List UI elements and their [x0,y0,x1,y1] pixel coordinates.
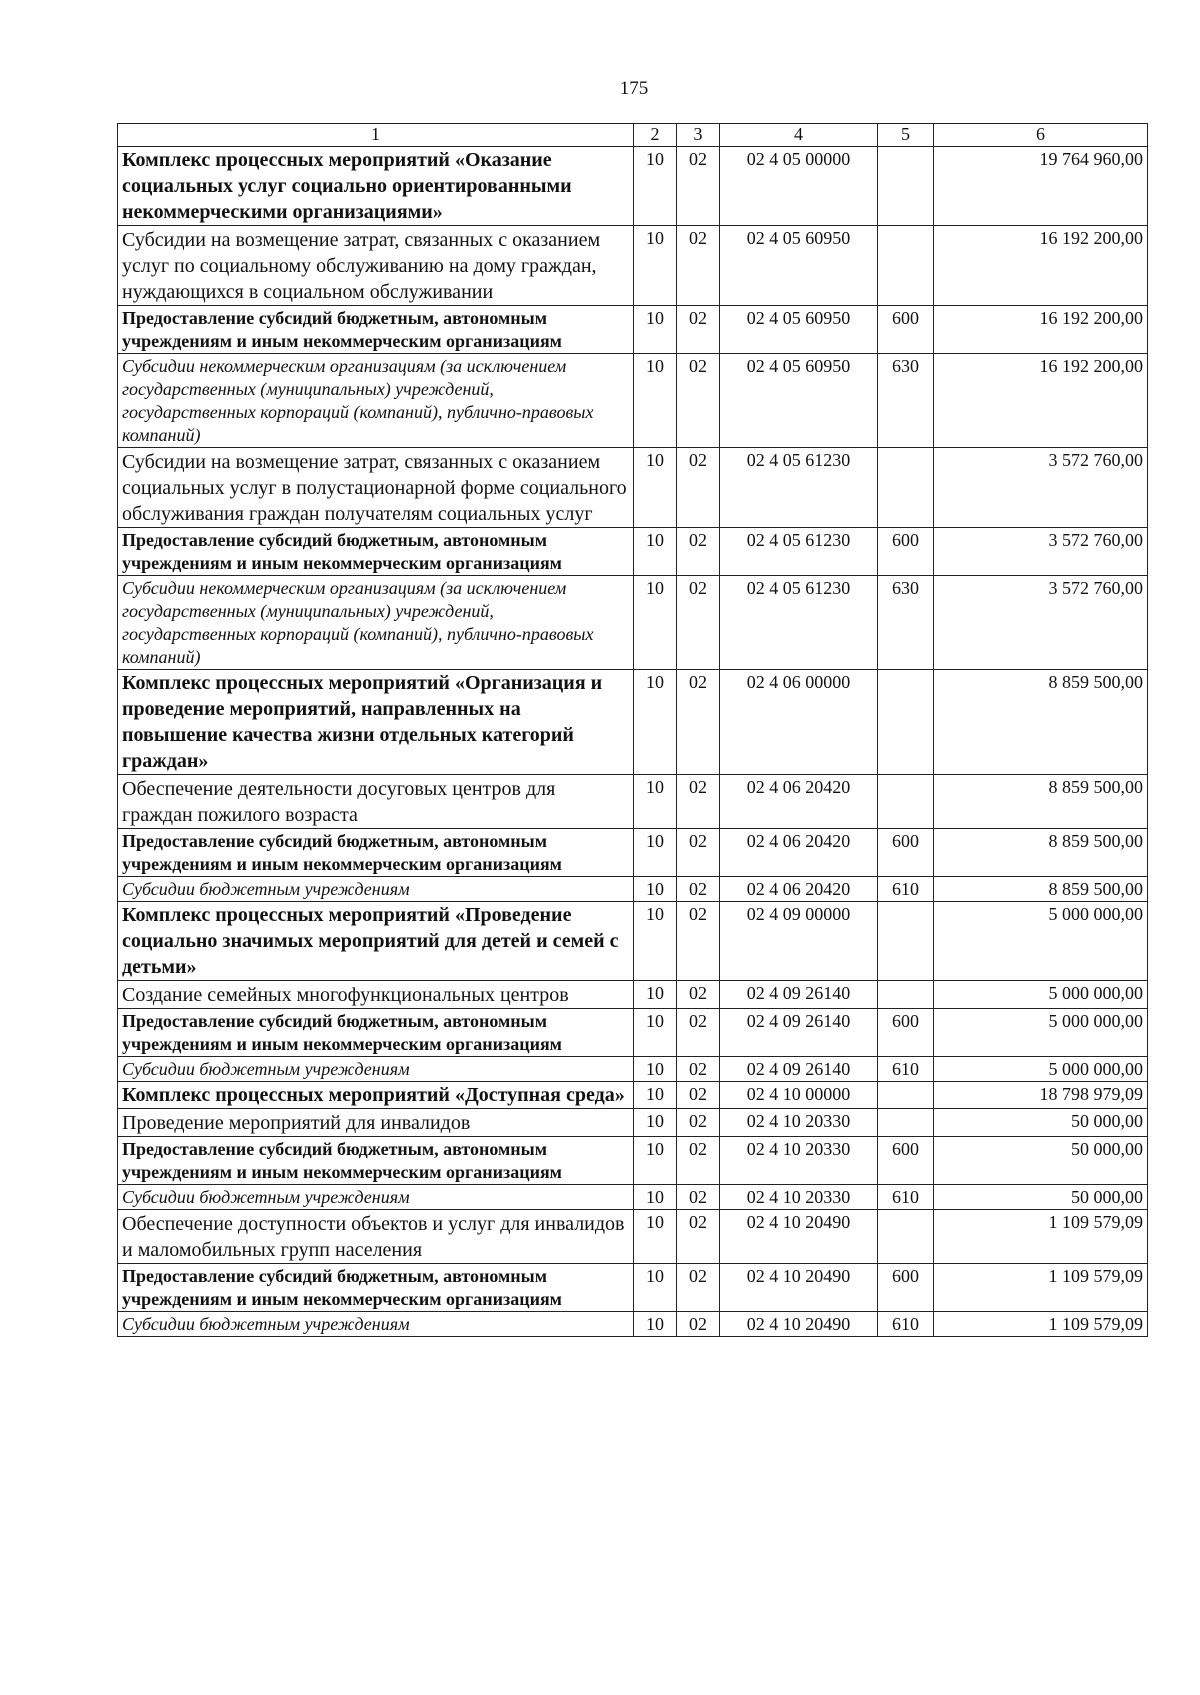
table-row [118,1312,1148,1337]
section-code: 10 [634,306,677,354]
expense-type-code: 630 [878,576,934,670]
subsection-code: 02 [677,306,720,354]
subsection-code: 02 [677,877,720,902]
subsection-code: 02 [677,1210,720,1264]
column-header: 6 [934,124,1148,147]
target-article-code: 02 4 05 60950 [720,226,878,306]
subsection-code: 02 [677,226,720,306]
expense-type-code [878,448,934,528]
row-name: Предоставление субсидий бюджетным, автономным учреждениям и иным некоммерческим организациям [118,1264,634,1312]
amount: 50 000,00 [934,1137,1148,1185]
subsection-code: 02 [677,670,720,775]
target-article-code: 02 4 10 20490 [720,1312,878,1337]
table-row [118,1082,1148,1109]
section-code: 10 [634,1009,677,1057]
amount: 5 000 000,00 [934,1009,1148,1057]
subsection-code: 02 [677,1057,720,1082]
section-code: 10 [634,354,677,448]
subsection-code: 02 [677,1137,720,1185]
row-name: Субсидии на возмещение затрат, связанных с оказанием социальных услуг в полустационарной форме социального обслуживания граждан получателям социальных услуг [118,448,634,528]
section-code: 10 [634,1082,677,1109]
target-article-code: 02 4 09 26140 [720,981,878,1009]
amount: 1 109 579,09 [934,1210,1148,1264]
column-header: 4 [720,124,878,147]
row-name: Комплекс процессных мероприятий «Проведение социально значимых мероприятий для детей и семей с детьми» [118,902,634,981]
subsection-code: 02 [677,354,720,448]
amount: 50 000,00 [934,1109,1148,1137]
row-name: Субсидии некоммерческим организациям (за исключением государственных (муниципальных) учреждений, государственных корпораций (компаний), публично-правовых компаний) [118,354,634,448]
section-code: 10 [634,528,677,576]
table-header-row [118,124,1148,147]
subsection-code: 02 [677,528,720,576]
target-article-code: 02 4 10 20330 [720,1109,878,1137]
row-name: Создание семейных многофункциональных центров [118,981,634,1009]
column-header: 5 [878,124,934,147]
expense-type-code: 610 [878,1057,934,1082]
amount: 16 192 200,00 [934,226,1148,306]
section-code: 10 [634,1109,677,1137]
table-row [118,576,1148,670]
table-row [118,829,1148,877]
section-code: 10 [634,1185,677,1210]
amount: 8 859 500,00 [934,877,1148,902]
expense-type-code [878,1210,934,1264]
amount: 16 192 200,00 [934,306,1148,354]
table-row [118,877,1148,902]
table-row [118,981,1148,1009]
column-header: 2 [634,124,677,147]
subsection-code: 02 [677,1312,720,1337]
row-name: Субсидии на возмещение затрат, связанных с оказанием услуг по социальному обслуживанию на дому граждан, нуждающихся в социальном обслуживании [118,226,634,306]
target-article-code: 02 4 10 20330 [720,1185,878,1210]
expense-type-code: 600 [878,1264,934,1312]
section-code: 10 [634,1210,677,1264]
amount: 3 572 760,00 [934,576,1148,670]
subsection-code: 02 [677,829,720,877]
section-code: 10 [634,1264,677,1312]
expense-type-code [878,1109,934,1137]
expense-type-code: 600 [878,1137,934,1185]
amount: 5 000 000,00 [934,902,1148,981]
expense-type-code: 610 [878,877,934,902]
section-code: 10 [634,981,677,1009]
target-article-code: 02 4 05 61230 [720,576,878,670]
target-article-code: 02 4 10 20490 [720,1210,878,1264]
subsection-code: 02 [677,1185,720,1210]
table-body [118,147,1148,1337]
section-code: 10 [634,448,677,528]
target-article-code: 02 4 10 20490 [720,1264,878,1312]
row-name: Комплекс процессных мероприятий «Организация и проведение мероприятий, направленных на повышение качества жизни отдельных категорий граждан» [118,670,634,775]
amount: 18 798 979,09 [934,1082,1148,1109]
section-code: 10 [634,576,677,670]
row-name: Субсидии бюджетным учреждениям [118,1312,634,1337]
subsection-code: 02 [677,1109,720,1137]
table-row [118,226,1148,306]
target-article-code: 02 4 10 20330 [720,1137,878,1185]
section-code: 10 [634,1137,677,1185]
amount: 5 000 000,00 [934,1057,1148,1082]
row-name: Предоставление субсидий бюджетным, автономным учреждениям и иным некоммерческим организациям [118,829,634,877]
amount: 1 109 579,09 [934,1312,1148,1337]
table-row [118,448,1148,528]
section-code: 10 [634,670,677,775]
subsection-code: 02 [677,1264,720,1312]
expense-type-code [878,1082,934,1109]
subsection-code: 02 [677,775,720,829]
row-name: Проведение мероприятий для инвалидов [118,1109,634,1137]
expense-type-code: 610 [878,1185,934,1210]
subsection-code: 02 [677,448,720,528]
target-article-code: 02 4 06 20420 [720,877,878,902]
expense-type-code [878,147,934,226]
amount: 50 000,00 [934,1185,1148,1210]
table-row [118,1264,1148,1312]
expense-type-code [878,981,934,1009]
expense-type-code: 600 [878,829,934,877]
table-row [118,147,1148,226]
subsection-code: 02 [677,147,720,226]
amount: 5 000 000,00 [934,981,1148,1009]
subsection-code: 02 [677,902,720,981]
amount: 3 572 760,00 [934,448,1148,528]
column-header: 1 [118,124,634,147]
target-article-code: 02 4 09 00000 [720,902,878,981]
row-name: Комплекс процессных мероприятий «Оказание социальных услуг социально ориентированными некоммерческими организациями» [118,147,634,226]
expense-type-code [878,775,934,829]
section-code: 10 [634,226,677,306]
row-name: Обеспечение доступности объектов и услуг для инвалидов и маломобильных групп населения [118,1210,634,1264]
amount: 1 109 579,09 [934,1264,1148,1312]
table-row [118,1185,1148,1210]
table-row [118,1057,1148,1082]
row-name: Субсидии бюджетным учреждениям [118,877,634,902]
amount: 8 859 500,00 [934,775,1148,829]
column-header: 3 [677,124,720,147]
row-name: Субсидии некоммерческим организациям (за исключением государственных (муниципальных) учреждений, государственных корпораций (компаний), публично-правовых компаний) [118,576,634,670]
target-article-code: 02 4 05 60950 [720,306,878,354]
table-row [118,354,1148,448]
budget-table [117,123,1148,1337]
target-article-code: 02 4 05 61230 [720,448,878,528]
row-name: Предоставление субсидий бюджетным, автономным учреждениям и иным некоммерческим организациям [118,528,634,576]
section-code: 10 [634,147,677,226]
expense-type-code [878,226,934,306]
row-name: Обеспечение деятельности досуговых центров для граждан пожилого возраста [118,775,634,829]
section-code: 10 [634,902,677,981]
row-name: Субсидии бюджетным учреждениям [118,1185,634,1210]
amount: 8 859 500,00 [934,829,1148,877]
table-row [118,1109,1148,1137]
amount: 19 764 960,00 [934,147,1148,226]
target-article-code: 02 4 05 00000 [720,147,878,226]
target-article-code: 02 4 06 20420 [720,775,878,829]
table-row [118,528,1148,576]
section-code: 10 [634,1312,677,1337]
expense-type-code: 630 [878,354,934,448]
table-row [118,306,1148,354]
target-article-code: 02 4 06 00000 [720,670,878,775]
table-row [118,1009,1148,1057]
row-name: Предоставление субсидий бюджетным, автономным учреждениям и иным некоммерческим организациям [118,1009,634,1057]
subsection-code: 02 [677,1082,720,1109]
expense-type-code: 610 [878,1312,934,1337]
target-article-code: 02 4 05 60950 [720,354,878,448]
subsection-code: 02 [677,1009,720,1057]
section-code: 10 [634,1057,677,1082]
target-article-code: 02 4 05 61230 [720,528,878,576]
subsection-code: 02 [677,576,720,670]
amount: 8 859 500,00 [934,670,1148,775]
target-article-code: 02 4 09 26140 [720,1057,878,1082]
expense-type-code: 600 [878,528,934,576]
row-name: Субсидии бюджетным учреждениям [118,1057,634,1082]
target-article-code: 02 4 09 26140 [720,1009,878,1057]
table-row [118,1210,1148,1264]
row-name: Комплекс процессных мероприятий «Доступная среда» [118,1082,634,1109]
amount: 3 572 760,00 [934,528,1148,576]
page-number: 175 [619,78,649,99]
table-row [118,902,1148,981]
target-article-code: 02 4 10 00000 [720,1082,878,1109]
table-row [118,670,1148,775]
row-name: Предоставление субсидий бюджетным, автономным учреждениям и иным некоммерческим организациям [118,1137,634,1185]
target-article-code: 02 4 06 20420 [720,829,878,877]
expense-type-code [878,670,934,775]
row-name: Предоставление субсидий бюджетным, автономным учреждениям и иным некоммерческим организациям [118,306,634,354]
section-code: 10 [634,775,677,829]
amount: 16 192 200,00 [934,354,1148,448]
expense-type-code [878,902,934,981]
expense-type-code: 600 [878,306,934,354]
table-row [118,775,1148,829]
table-row [118,1137,1148,1185]
subsection-code: 02 [677,981,720,1009]
section-code: 10 [634,829,677,877]
expense-type-code: 600 [878,1009,934,1057]
section-code: 10 [634,877,677,902]
